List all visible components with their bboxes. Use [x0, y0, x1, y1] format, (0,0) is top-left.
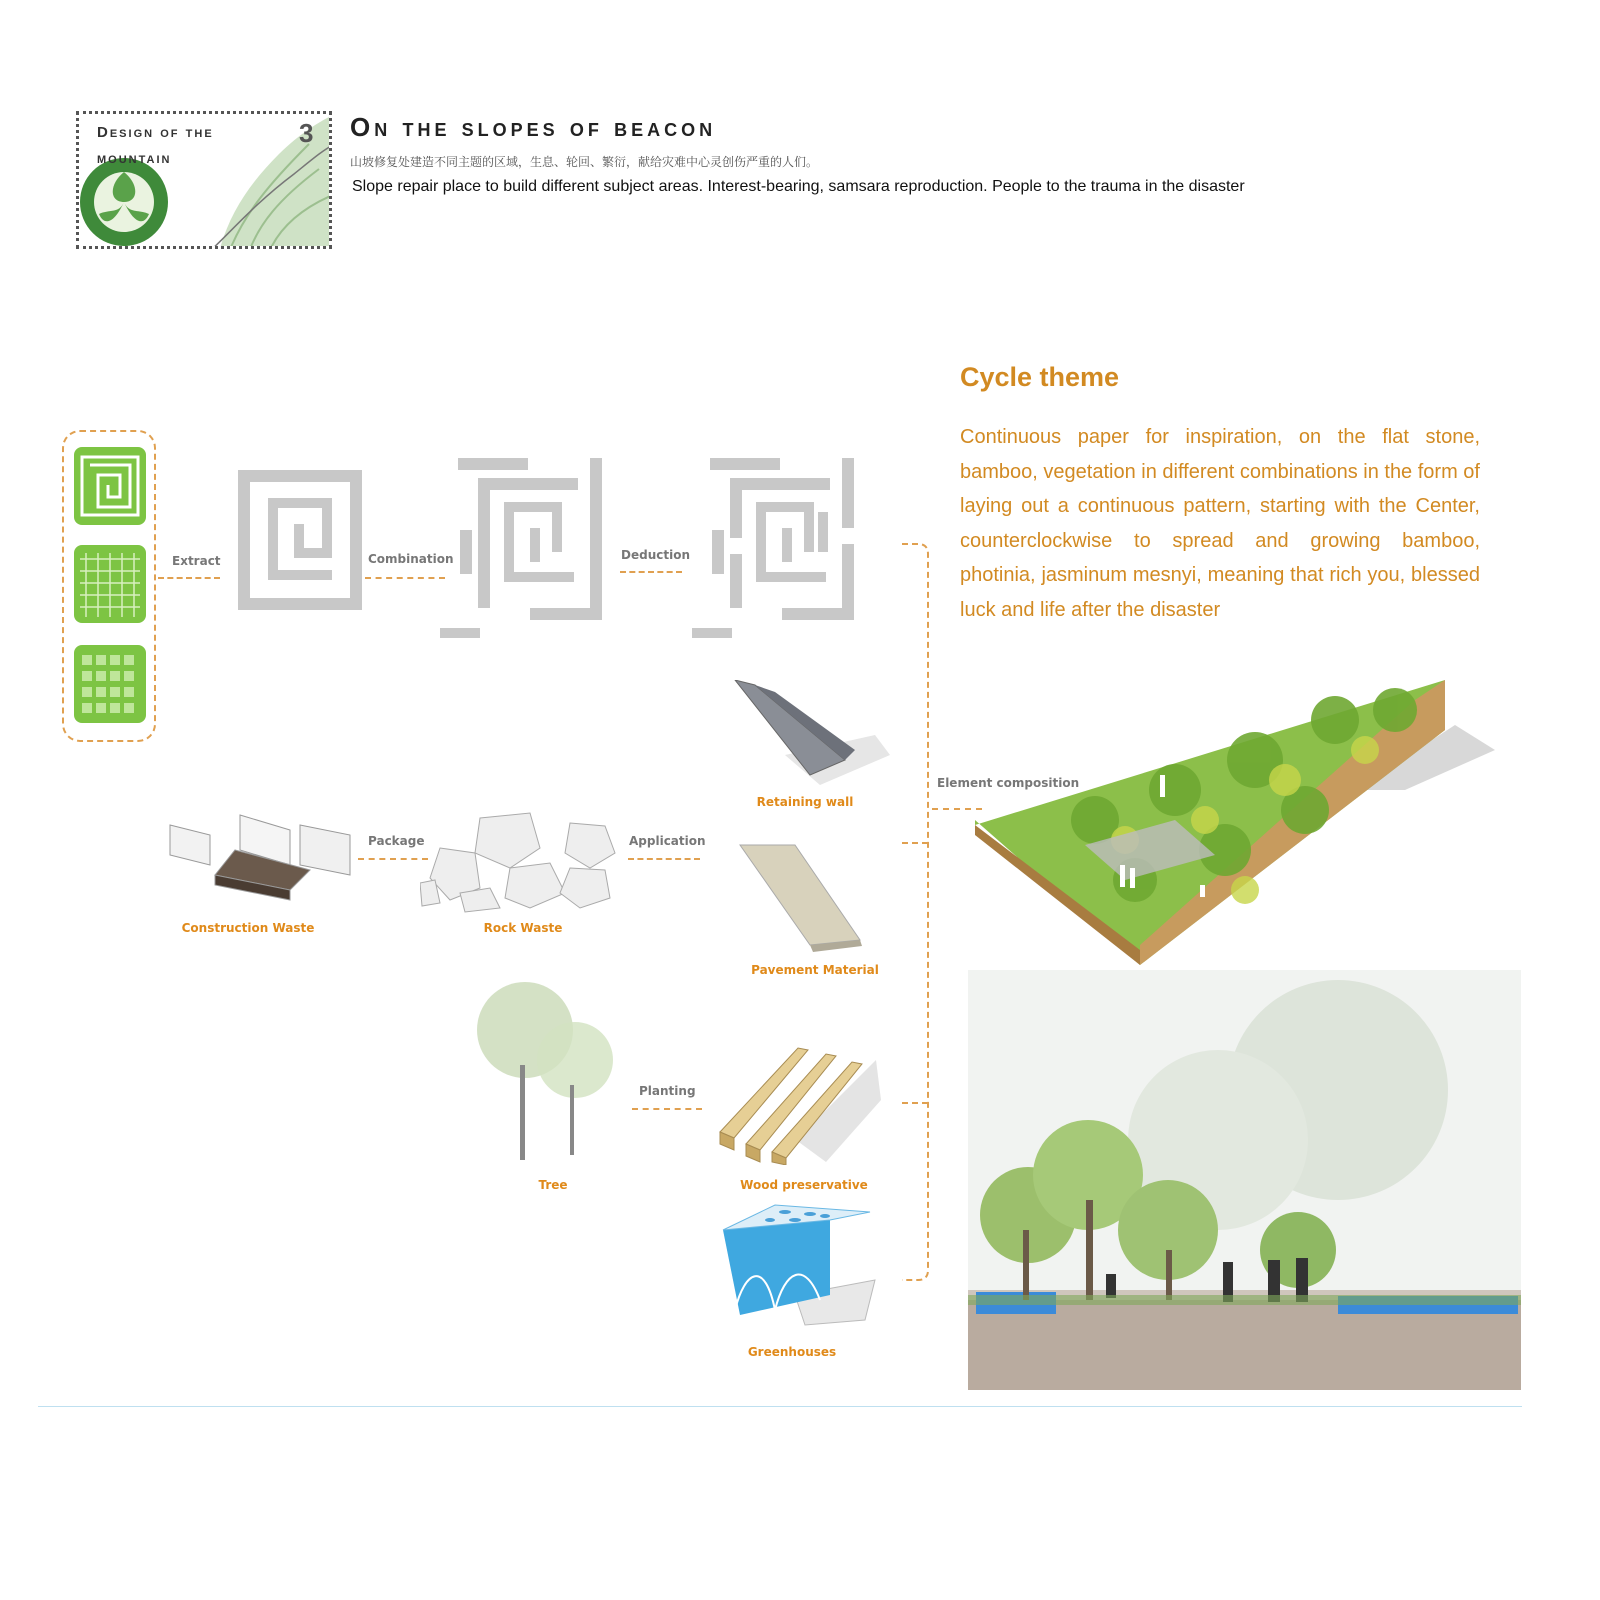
step-label-application: Application [629, 834, 706, 848]
subtitle-chinese: 山坡修复处建造不同主题的区域，生息、轮回、繁衍，献给灾难中心灵创伤严重的人们。 [350, 155, 819, 169]
meander-shape-1 [238, 470, 362, 610]
badge-title-line2: mountain [97, 150, 172, 167]
pattern-tile-1 [74, 447, 146, 525]
arrow-combination [365, 577, 445, 579]
item-label-retaining-wall: Retaining wall [756, 795, 854, 809]
arrow-package [358, 858, 428, 860]
rock-waste-illustration [420, 808, 625, 913]
greenhouses-illustration [715, 1200, 880, 1335]
header-badge [76, 111, 332, 249]
arrow-extract [158, 577, 220, 579]
step-label-extract: Extract [172, 554, 221, 568]
item-label-pavement-material: Pavement Material [751, 963, 879, 977]
tree-illustration [470, 975, 620, 1165]
page-title: On the slopes of beacon [350, 112, 717, 142]
badge-title-line1: Design of the [97, 124, 214, 141]
square-grid-pattern-icon [74, 645, 146, 723]
item-label-rock-waste: Rock Waste [483, 921, 563, 935]
retaining-wall-illustration [725, 680, 895, 785]
cycle-theme-title: Cycle theme [960, 362, 1120, 392]
meander-shape-2 [440, 458, 608, 640]
badge-number: 3 [299, 118, 314, 148]
step-label-element-composition: Element composition [937, 776, 1080, 790]
connector-bracket [896, 540, 936, 1285]
item-label-construction-waste: Construction Waste [181, 921, 315, 935]
meander-pattern-icon [74, 447, 146, 525]
item-label-wood-preservative: Wood preservative [740, 1178, 868, 1192]
bottom-divider [38, 1406, 1522, 1407]
subtitle-english: Slope repair place to build different subject areas. Interest-bearing, samsara reproduction. People to the trauma in the disaster [352, 178, 1245, 195]
grid-pattern-icon [74, 545, 146, 623]
step-label-package: Package [368, 834, 425, 848]
construction-waste-illustration [160, 795, 360, 905]
arrow-application [628, 858, 700, 860]
slope-garden-illustration [975, 640, 1520, 970]
wood-preservative-illustration [716, 1040, 886, 1165]
pattern-tile-2 [74, 545, 146, 623]
cycle-theme-description: Continuous paper for inspiration, on the flat stone, bamboo, vegetation in different combinations in the form of laying out a continuous pattern, starting with the Center, counterclockwise to spread and growing bamboo, photinia, jasminum mesnyi, meaning that rich you, blessed luck and life after the disaster [960, 426, 1480, 621]
item-label-tree: Tree [538, 1178, 568, 1192]
step-label-combination: Combination [368, 552, 454, 566]
item-label-greenhouses: Greenhouses [747, 1345, 837, 1359]
arrow-deduction [620, 571, 682, 573]
pavement-material-illustration [735, 840, 865, 960]
pattern-tile-3 [74, 645, 146, 723]
meander-shape-3 [692, 458, 860, 640]
arrow-planting [632, 1108, 702, 1110]
step-label-deduction: Deduction [621, 548, 690, 562]
garden-section-illustration [968, 970, 1521, 1390]
step-label-planting: Planting [639, 1084, 696, 1098]
